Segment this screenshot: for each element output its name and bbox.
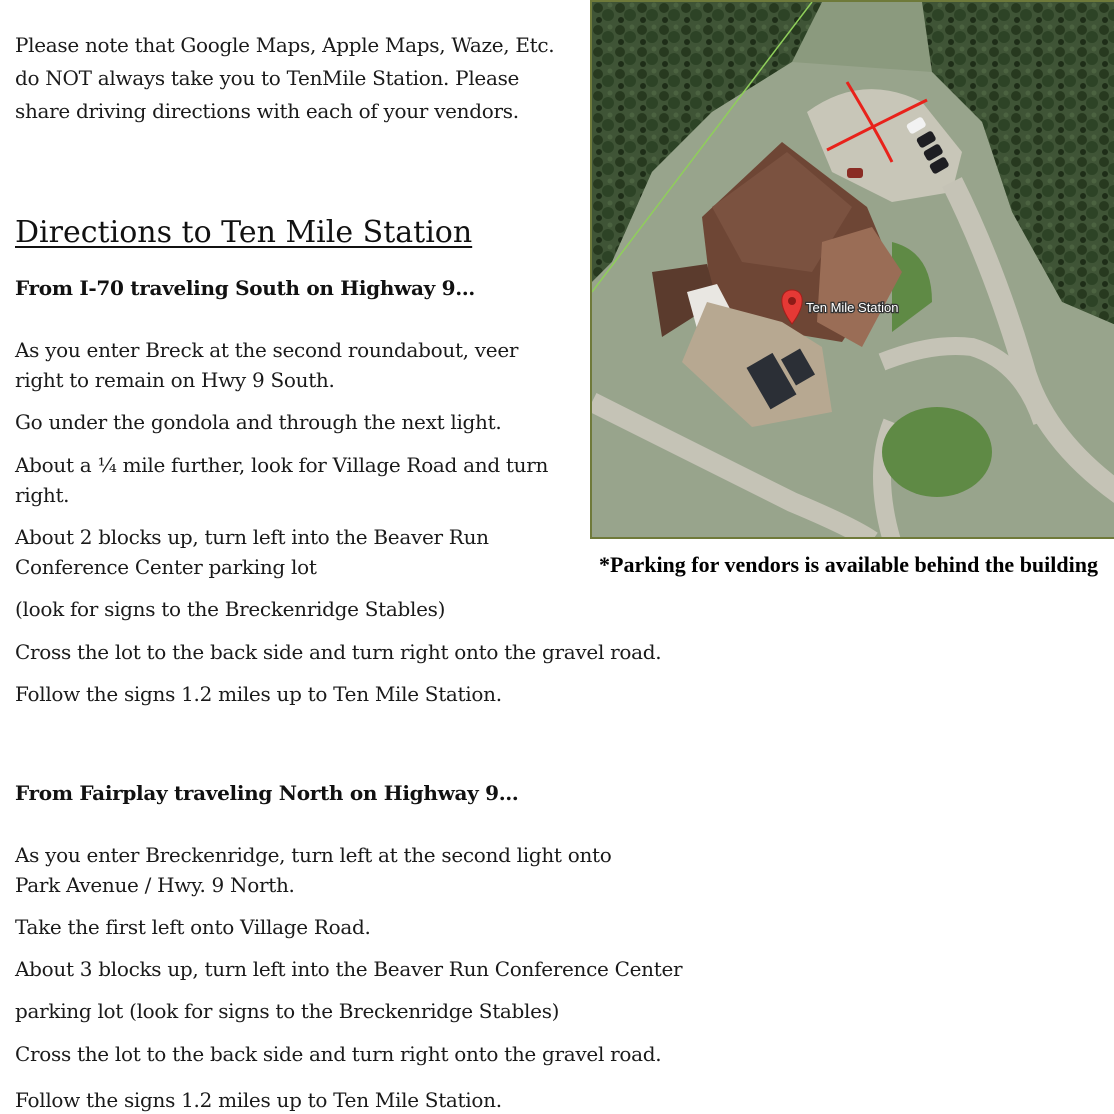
note-line: share driving directions with each of your vendors. <box>15 99 519 123</box>
route-north-step: Take the first left onto Village Road. <box>15 915 371 939</box>
route-south-step: Go under the gondola and through the next light. <box>15 410 502 434</box>
route-north-step: Follow the signs 1.2 miles up to Ten Mile Station. <box>15 1088 502 1112</box>
map-image <box>592 2 1114 539</box>
satellite-map <box>590 0 1114 539</box>
route-north-step: Cross the lot to the back side and turn right onto the gravel road. <box>15 1042 662 1066</box>
route-north-step: As you enter Breckenridge, turn left at the second light onto Park Avenue / Hwy. 9 North. <box>15 843 612 897</box>
parking-caption: *Parking for vendors is available behind the building <box>599 552 1098 577</box>
route-north-title: From Fairplay traveling North on Highway 9… <box>15 781 519 805</box>
map-app-warning <box>15 29 554 128</box>
route-south-step: Cross the lot to the back side and turn right onto the gravel road. <box>15 640 662 664</box>
route-north-step: parking lot (look for signs to the Breckenridge Stables) <box>15 999 560 1023</box>
pin-label: Ten Mile Station <box>806 300 899 315</box>
route-south-step: Follow the signs 1.2 miles up to Ten Mile Station. <box>15 682 502 706</box>
route-north-step: About 3 blocks up, turn left into the Beaver Run Conference Center <box>15 957 683 981</box>
route-south-step: About 2 blocks up, turn left into the Beaver Run Conference Center parking lot <box>15 525 489 579</box>
page-title: Directions to Ten Mile Station <box>15 215 473 250</box>
note-line: do NOT always take you to TenMile Station. Please <box>15 66 520 90</box>
route-south-step: About a ¼ mile further, look for Village Road and turn right. <box>15 453 549 507</box>
route-south-step: (look for signs to the Breckenridge Stables) <box>15 597 446 621</box>
note-line: Please note that Google Maps, Apple Maps, Waze, Etc. <box>15 33 555 57</box>
route-south-step: As you enter Breck at the second roundabout, veer right to remain on Hwy 9 South. <box>15 338 519 392</box>
route-south-title: From I-70 traveling South on Highway 9… <box>15 276 475 300</box>
lawn <box>882 407 992 497</box>
